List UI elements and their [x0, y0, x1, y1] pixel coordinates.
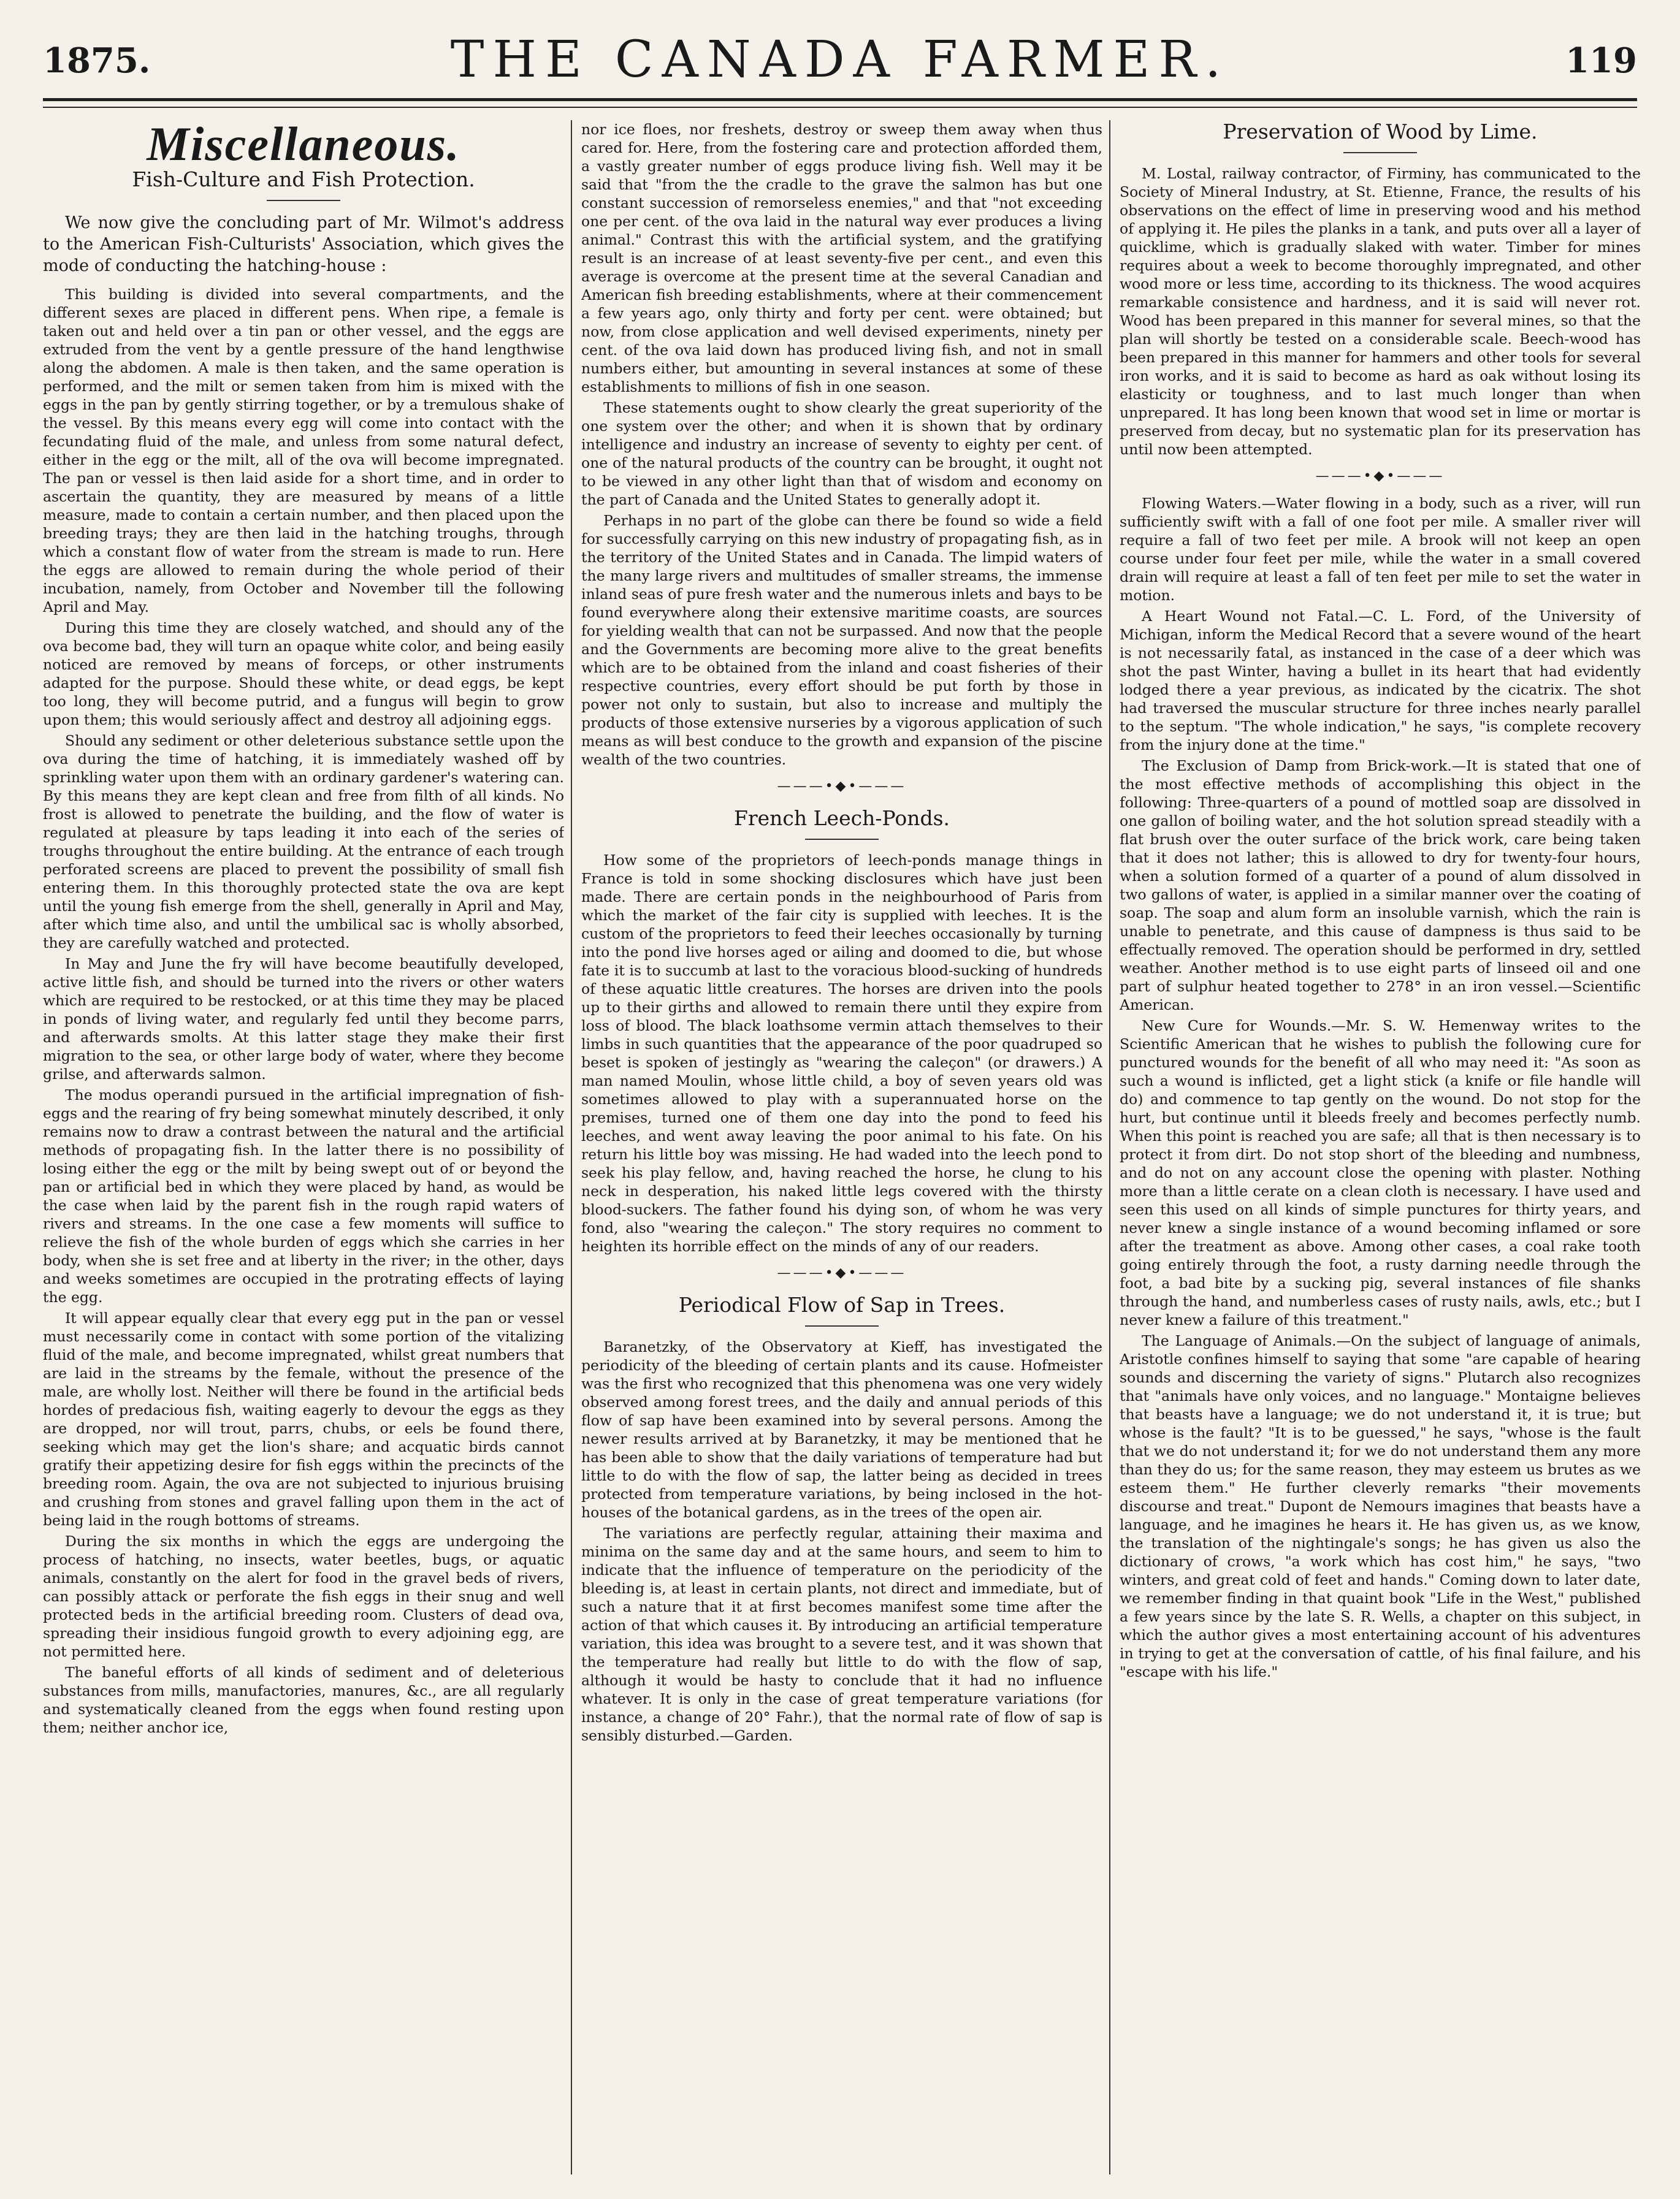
- news-note: Flowing Waters.—Water flowing in a body, such as a river, will run sufficiently swift with a fall of one foot per mile. A smaller river will require a fall of two feet per mile. A brook will not keep an open course under four feet per mile, while the water in a small covered drain will require at least a fall of ten feet per mile to set the water in motion.: [1120, 495, 1641, 604]
- title-rule: [805, 839, 879, 840]
- paragraph: nor ice floes, nor freshets, destroy or sweep them away when thus cared for. Here, from the fostering care and protection afforded them, a vastly greater number of eggs produce living fish. Well may it be said that "from the the cradle to the grave the salmon has but one constant succession of remorseless enemies," and that "not exceeding one per cent. of the ova laid in the natural way ever produces a living animal." Contrast this with the artificial system, and the gratifying result is an increase of at least seventy-five per cent., and even this average is overcome at the present time at the several Canadian and American fish breeding establishments, where at their commencement a few years ago, only thirty and forty per cent. were obtained; but now, from close application and well devised experiments, ninety per cent. of the ova laid down has produced living fish, and not in small numbers either, but amounting in several instances at some of these establishments to millions of fish in one season.: [581, 121, 1102, 395]
- paragraph: The variations are perfectly regular, attaining their maxima and minima on the same day and at the same hours, and seem to him to indicate that the influence of temperature on the periodicity of the bleeding is, at least in certain plants, not direct and immediate, but of such a nature that it at first becomes manifest some time after the action of that which causes it. By introducing an artificial temperature variation, this idea was brought to a severe test, and it was shown that the temperature had really but little to do with the flow of sap, although it would be hasty to conclude that it had no influence whatever. It is only in the case of great temperature variations (for instance, a change of 20° Fahr.), that the normal rate of flow of sap is sensibly disturbed.—Garden.: [581, 1525, 1102, 1744]
- title-rule: [1343, 152, 1417, 153]
- issue-year: 1875.: [43, 40, 151, 81]
- news-note: A Heart Wound not Fatal.—C. L. Ford, of the University of Michigan, inform the Medical Record that a severe wound of the heart is not necessarily fatal, as instanced in the case of a deer which was shot the past Winter, having a bullet in its heart that had evidently lodged there a year previous, as indicated by the cicatrix. The shot had traversed the muscular structure for three inches nearly parallel to the septum. "The whole indication," he says, "is complete recovery from the injury done at the time.": [1120, 608, 1641, 753]
- header-rule-thin: [43, 107, 1637, 108]
- article-intro: We now give the concluding part of Mr. Wilmot's address to the American Fish-Culturists' Association, which gives the mode of conducting the hatching-house :: [43, 213, 564, 275]
- news-note: The Language of Animals.—On the subject of language of animals, Aristotle confines himself to saying that some "are capable of hearing sounds and discerning the variety of signs." Plutarch also recognizes that "animals have only voices, and no language." Montaigne believes that beasts have a language; we do not understand it, it is true; but whose is the fault? "It is to be guessed," he says, "whose is the fault that we do not understand it; for we do not understand them any more than they do us; for the same reason, they may esteem us brutes as we esteem them." He further cleverly remarks "their movements discourse and treat." Dupont de Nemours imagines that beasts have a language, and he imagines he hears it. He has given us, as we know, the translation of the nightingale's songs; he has given us also the dictionary of crows, "a work which has cost him," he says, "two winters, and great cold of feet and hands." Coming down to later date, we remember finding in that quaint book "Life in the West," published a few years since by the late S. R. Wells, a chapter on this subject, in which the author gives a most entertaining account of his adventures in trying to get at the conversation of cattle, of his final failure, and his "escape with his life.": [1120, 1332, 1641, 1680]
- paragraph: The baneful efforts of all kinds of sediment and of deleterious substances from mills, manufactories, manures, &c., are all regularly and systematically cleaned from the eggs when found resting upon them; neither anchor ice,: [43, 1664, 564, 1736]
- paragraph: Perhaps in no part of the globe can there be found so wide a field for successfully carrying on this new industry of propagating fish, as in the territory of the United States and in Canada. The limpid waters of the many large rivers and multitudes of smaller streams, the immense inland seas of pure fresh water and the numerous inlets and bays to be found everywhere along their extensive maritime coasts, are sources for yielding wealth that can not be surpassed. And now that the people and the Governments are becoming more alive to the great benefits which are to be obtained from the inland and coast fisheries of their respective countries, every effort should be put forth by those in power not only to sustain, but also to increase and multiply the products of those extensive nurseries by a vigorous application of such means as will best conduce to the growth and expansion of the piscine wealth of the two countries.: [581, 512, 1102, 768]
- header-rule: [43, 98, 1637, 101]
- masthead: [43, 22, 1637, 90]
- paragraph: M. Lostal, railway contractor, of Firminy, has communicated to the Society of Mineral Industry, at St. Etienne, France, the results of his observations on the effect of lime in preserving wood and his method of applying it. He piles the planks in a tank, and puts over all a layer of quicklime, which is gradually slaked with water. Timber for mines requires about a week to become thoroughly impregnated, and other wood more or less time, according to its thickness. The wood acquires remarkable consistence and hardness, and it is said will never rot. Wood has been prepared in this manner for several mines, so that the plan will shortly be tested on a considerable scale. Beech-wood has been prepared in this manner for hammers and other tools for several iron works, and it is said to become as hard as oak without losing its elasticity or toughness, and to last much longer than when unprepared. It has long been known that wood set in lime or mortar is preserved from decay, but no systematic plan for its preservation has until now been attempted.: [1120, 165, 1641, 458]
- section-heading: Miscellaneous.: [147, 120, 460, 170]
- article-title: Fish-Culture and Fish Protection.: [132, 167, 475, 191]
- paragraph: Should any sediment or other deleterious substance settle upon the ova during the time of hatching, it is immediately washed off by sprinkling water upon them with an ordinary gardener's watering can. By this means they are kept clean and free from filth of all kinds. No frost is allowed to penetrate the building, and the flow of water is regulated at pleasure by taps leading it into each of the series of troughs throughout the entire building. At the entrance of each trough perforated screens are placed to prevent the possibility of small fish entering them. In this thoroughly protected state the ova are kept until the young fish emerge from the shell, generally in April and May, after which time also, and until the umbilical sac is wholly absorbed, they are carefully watched and protected.: [43, 732, 564, 951]
- newspaper-title: THE CANADA FARMER.: [450, 31, 1230, 89]
- paragraph: During this time they are closely watched, and should any of the ova become bad, they will turn an opaque white color, and being easily noticed are removed by means of forceps, or other instruments adapted for the purpose. Should these white, or dead eggs, be kept too long, they will become putrid, and a fungus will begin to grow upon them; this would seriously affect and destroy all adjoining eggs.: [43, 619, 564, 728]
- news-note: New Cure for Wounds.—Mr. S. W. Hemenway writes to the Scientific American that he wishes to publish the following cure for punctured wounds for the benefit of all who may need it: "As soon as such a wound is inflicted, get a light stick (a knife or file handle will do) and commence to tap gently on the wound. Do not stop for the hurt, but continue until it bleeds freely and becomes perfectly numb. When this point is reached you are safe; all that is then necessary is to protect it from dirt. Do not stop short of the bleeding and numbness, and do not on any account close the opening with plaster. Nothing more than a little cerate on a clean cloth is necessary. I have used and seen this used on all kinds of simple punctures for thirty years, and never knew a single instance of a wound becoming inflamed or sore after the treatment as above. Among other cases, a coal rake tooth going entirely through the foot, a rusty darning needle through the foot, a bad bite by a sucking pig, several instances of file shanks through the hand, and numberless cases of rusty nails, awls, etc.; but I never knew a failure of this treatment.": [1120, 1017, 1641, 1328]
- article-title: Periodical Flow of Sap in Trees.: [678, 1293, 1006, 1317]
- column-divider: [1109, 120, 1110, 2174]
- column-divider: [571, 120, 572, 2174]
- page-number: 119: [1565, 40, 1637, 81]
- article-title: French Leech-Ponds.: [733, 806, 950, 830]
- title-rule: [267, 200, 340, 201]
- paragraph: During the six months in which the eggs are undergoing the process of hatching, no insects, water beetles, bugs, or aquatic animals, constantly on the alert for food in the gravel beds of rivers, can possibly attack or perforate the fish eggs in their snug and well protected beds in the artificial breeding room. Clusters of dead ova, spreading their insidious fungoid growth to every adjoining egg, are not permitted here.: [43, 1533, 564, 1660]
- paragraph: This building is divided into several compartments, and the different sexes are placed in different pens. When ripe, a female is taken out and held over a tin pan or other vessel, and the eggs are extruded from the vent by a gentle pressure of the hand lengthwise along the abdomen. A male is then taken, and the same operation is performed, and the milt or semen taken from him is mixed with the eggs in the pan by gently stirring together, or by a tremulous shake of the vessel. By this means every egg will come into contact with the fecundating fluid of the male, and unless from some natural defect, either in the egg or the milt, all of the ova will become impregnated. The pan or vessel is then laid aside for a short time, and in order to ascertain the quantity, they are measured by means of a little measure, made to contain a certain number, and then placed upon the breeding trays; they are then laid in the hatching troughs, through which a constant flow of water from the stream is made to run. Here the eggs are allowed to remain during the whole period of their incubation, namely, from October and November till the following April and May.: [43, 286, 564, 615]
- ornament-divider: ———•◆•———: [1315, 468, 1445, 484]
- ornament-divider: ———•◆•———: [777, 779, 907, 794]
- paragraph: These statements ought to show clearly the great superiority of the one system over the other; and when it is shown that by ordinary intelligence and industry an increase of seventy to eighty per cent. of one of the natural products of the country can be brought, it ought not to be viewed in any other light than that of wisdom and economy on the part of Canada and the United States to generally adopt it.: [581, 399, 1102, 508]
- paragraph: How some of the proprietors of leech-ponds manage things in France is told in some shocking disclosures which have just been made. There are certain ponds in the neighbourhood of Paris from which the market of the fair city is supplied with leeches. It is the custom of the proprietors to feed their leeches occasionally by turning into the pond live horses aged or ailing and doomed to die, but whose fate it is to succumb at last to the voracious blood-sucking of hundreds of these aquatic little creatures. The horses are driven into the pools up to their girths and allowed to remain there until they expire from loss of blood. The black loathsome vermin attach themselves to their limbs in such quantities that the appearance of the poor quadruped so beset is spoken of jestingly as "wearing the caleçon" (or drawers.) A man named Moulin, whose little child, a boy of seven years old was sometimes allowed to play with a superannuated horse on the premises, turned one of them one day into the pond to feed his leeches, and went away leaving the poor animal to his fate. On his return his little boy was missing. He had waded into the leech pond to seek his play fellow, and, having reached the horse, he clung to his neck in desperation, his naked little legs covered with the thirsty blood-suckers. The father found his dying son, of whom he was very fond, also "wearing the caleçon." The story requires no comment to heighten its horrible effect on the minds of any of our readers.: [581, 852, 1102, 1255]
- article-title: Preservation of Wood by Lime.: [1223, 120, 1538, 143]
- column-1: [43, 120, 564, 2174]
- ornament-divider: ———•◆•———: [777, 1265, 907, 1281]
- title-rule: [805, 1325, 879, 1327]
- news-note: The Exclusion of Damp from Brick-work.—It is stated that one of the most effective methods of accomplishing this object in the following: Three-quarters of a pound of mottled soap are dissolved in one gallon of boiling water, and the hot solution spread steadily with a flat brush over the outer surface of the brick work, care being taken that it does not lather; this is allowed to dry for twenty-four hours, when a solution formed of a quarter of a pound of alum dissolved in two gallons of water, is applied in a similar manner over the coating of soap. The soap and alum form an insoluble varnish, which the rain is unable to penetrate, and this cause of dampness is thus said to be effectually removed. The operation should be performed in dry, settled weather. Another method is to use eight parts of linseed oil and one part of sulphur heated together to 278° in an iron vessel.—Scientific American.: [1120, 757, 1641, 1013]
- column-2: [581, 120, 1102, 2174]
- paragraph: The modus operandi pursued in the artificial impregnation of fish-eggs and the rearing of fry being somewhat minutely described, it only remains now to draw a contrast between the natural and the artificial methods of propagating fish. In the latter there is no possibility of losing either the egg or the milt by being swept out of or beyond the pan or artificial bed in which they were placed by hand, as would be the case when laid by the parent fish in the rough rapid waters of rivers and streams. In the one case a few moments will suffice to relieve the fish of the whole burden of eggs which she carries in her body, when she is set free and at liberty in the river; in the other, days and weeks sometimes are occupied in the protrating effects of laying the egg.: [43, 1086, 564, 1306]
- paragraph: In May and June the fry will have become beautifully developed, active little fish, and should be turned into the rivers or other waters which are required to be restocked, or at this time they may be placed in ponds of living water, and regularly fed until they become parrs, and afterwards smolts. At this latter stage they make their first migration to the sea, or other large body of water, where they become grilse, and afterwards salmon.: [43, 955, 564, 1083]
- paragraph: It will appear equally clear that every egg put in the pan or vessel must necessarily come in contact with some portion of the vitalizing fluid of the male, and become impregnated, whilst great numbers that are laid in the streams by the female, without the presence of the male, are wholly lost. Neither will there be found in the artificial beds hordes of predacious fish, waiting eagerly to devour the eggs as they are dropped, nor will trout, parrs, chubs, or eels be found there, seeking which may get the lion's share; and acquatic birds cannot gratify their appetizing desire for fish eggs within the precincts of the breeding room. Again, the ova are not subjected to injurious bruising and crushing from stones and gravel falling upon them in the act of being laid in the rough bottoms of streams.: [43, 1309, 564, 1529]
- paragraph: Baranetzky, of the Observatory at Kieff, has investigated the periodicity of the bleeding of certain plants and its cause. Hofmeister was the first who recognized that this phenomena was one very widely observed among forest trees, and the daily and annual periods of this flow of sap have been examined into by several persons. Among the newer results arrived at by Baranetzky, it may be mentioned that he has been able to show that the daily variations of temperature had but little to do with the flow of sap, the latter being as decided in trees protected from temperature variations, by being inclosed in the hot-houses of the botanical gardens, as in the trees of the open air.: [581, 1338, 1102, 1521]
- column-3: [1120, 120, 1641, 2174]
